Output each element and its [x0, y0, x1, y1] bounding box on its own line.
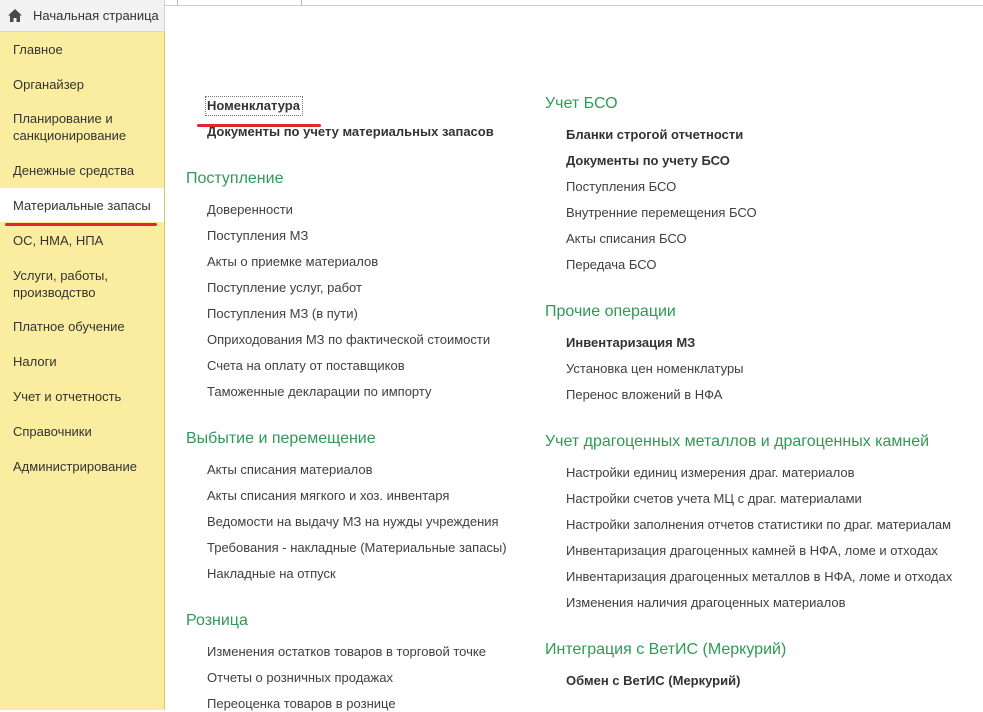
- group-title-precious-metals: Учет драгоценных металлов и драгоценных камней: [545, 433, 930, 450]
- sidebar-item-main[interactable]: Главное: [13, 42, 63, 57]
- link-requisitions[interactable]: Требования - накладные (Материальные запасы): [207, 540, 507, 555]
- link-precious-units[interactable]: Настройки единиц измерения драг. материалов: [566, 465, 855, 480]
- link-mz-capitalization[interactable]: Оприходования МЗ по фактической стоимости: [207, 332, 491, 347]
- link-retail-balance-changes[interactable]: Изменения остатков товаров в торговой точке: [207, 644, 486, 659]
- link-nfa-transfer[interactable]: Перенос вложений в НФА: [566, 387, 723, 402]
- group-title-bso: Учет БСО: [545, 95, 618, 112]
- link-price-setup[interactable]: Установка цен номенклатуры: [566, 361, 744, 376]
- link-mz-in-transit[interactable]: Поступления МЗ (в пути): [207, 306, 358, 321]
- sidebar-item-planning[interactable]: Планирование и санкционирование: [13, 111, 127, 143]
- sidebar-item-cash[interactable]: Денежные средства: [13, 163, 135, 178]
- link-bso-internal-moves[interactable]: Внутренние перемещения БСО: [566, 205, 757, 220]
- link-power-of-attorney[interactable]: Доверенности: [207, 202, 293, 217]
- group-title-disposal: Выбытие и перемещение: [186, 430, 376, 447]
- link-strict-forms[interactable]: Бланки строгой отчетности: [566, 127, 744, 142]
- link-vetis-exchange[interactable]: Обмен с ВетИС (Меркурий): [566, 673, 741, 688]
- link-retail-revaluation[interactable]: Переоценка товаров в рознице: [207, 696, 396, 711]
- link-precious-accounts[interactable]: Настройки счетов учета МЦ с драг. материалами: [566, 491, 862, 506]
- group-title-receipts: Поступление: [186, 170, 284, 187]
- link-release-notes[interactable]: Накладные на отпуск: [207, 566, 336, 581]
- link-issue-statements[interactable]: Ведомости на выдачу МЗ на нужды учреждения: [207, 514, 499, 529]
- sidebar-item-taxes[interactable]: Налоги: [13, 354, 57, 369]
- sidebar-item-accounting[interactable]: Учет и отчетность: [13, 389, 122, 404]
- tab-strip: [165, 0, 983, 6]
- link-customs-declarations[interactable]: Таможенные декларации по импорту: [207, 384, 432, 399]
- sidebar-item-paid-education[interactable]: Платное обучение: [13, 319, 125, 334]
- link-precious-metals-stocktaking[interactable]: Инвентаризация драгоценных металлов в НФА, ломе и отходах: [566, 569, 953, 584]
- sidebar-item-fixed-assets[interactable]: ОС, НМА, НПА: [13, 233, 104, 248]
- link-bso-writeoff[interactable]: Акты списания БСО: [566, 231, 687, 246]
- annotation-underline-sidebar: [5, 223, 157, 226]
- link-retail-sales-reports[interactable]: Отчеты о розничных продажах: [207, 670, 393, 685]
- link-precious-statistics[interactable]: Настройки заполнения отчетов статистики по драг. материалам: [566, 517, 952, 532]
- home-icon: [8, 9, 22, 22]
- link-bso-documents[interactable]: Документы по учету БСО: [566, 153, 730, 168]
- home-tab[interactable]: [0, 0, 165, 32]
- sidebar-item-administration[interactable]: Администрирование: [13, 459, 137, 474]
- group-title-other-operations: Прочие операции: [545, 303, 676, 320]
- link-precious-changes[interactable]: Изменения наличия драгоценных материалов: [566, 595, 846, 610]
- sections-sidebar: [0, 32, 165, 710]
- link-acceptance-acts[interactable]: Акты о приемке материалов: [207, 254, 379, 269]
- link-inventory-writeoff[interactable]: Акты списания мягкого и хоз. инвентаря: [207, 488, 450, 503]
- link-precious-stones-stocktaking[interactable]: Инвентаризация драгоценных камней в НФА, ломе и отходах: [566, 543, 938, 558]
- group-title-retail: Розница: [186, 612, 248, 629]
- link-inventory-documents[interactable]: Документы по учету материальных запасов: [207, 124, 494, 139]
- top-tab-bar: [0, 0, 983, 32]
- link-supplier-invoices[interactable]: Счета на оплату от поставщиков: [207, 358, 405, 373]
- sidebar-item-inventory[interactable]: Материальные запасы: [0, 188, 164, 222]
- home-tab-label: Начальная страница: [33, 8, 159, 23]
- link-material-writeoff[interactable]: Акты списания материалов: [207, 462, 373, 477]
- link-nomenclature[interactable]: Номенклатура: [207, 98, 300, 113]
- link-mz-stocktaking[interactable]: Инвентаризация МЗ: [566, 335, 696, 350]
- group-title-vetis: Интеграция с ВетИС (Меркурий): [545, 641, 787, 658]
- link-services-receipt[interactable]: Поступление услуг, работ: [207, 280, 362, 295]
- sidebar-item-references[interactable]: Справочники: [13, 424, 92, 439]
- link-mz-receipts[interactable]: Поступления МЗ: [207, 228, 309, 243]
- sidebar-item-services[interactable]: Услуги, работы, производство: [13, 268, 108, 300]
- link-bso-receipts[interactable]: Поступления БСО: [566, 179, 677, 194]
- link-bso-transfer[interactable]: Передача БСО: [566, 257, 657, 272]
- sidebar-item-organizer[interactable]: Органайзер: [13, 77, 84, 92]
